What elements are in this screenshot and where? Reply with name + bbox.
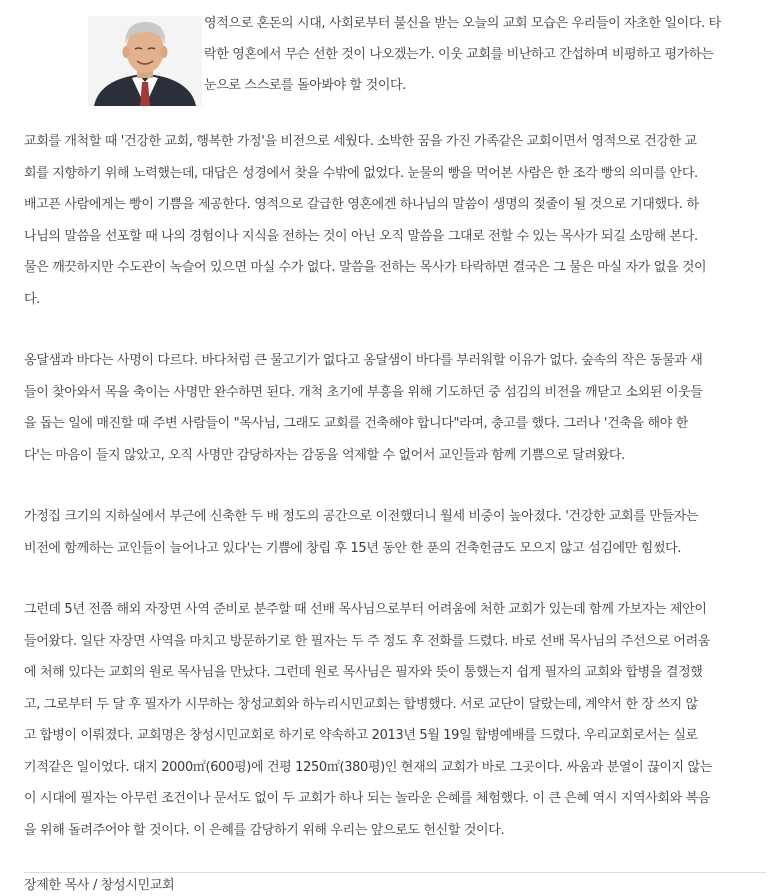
paragraph-merger xyxy=(24,594,766,846)
paragraph-line: 을 위해 돌려주어야 할 것이다. 이 은혜를 감당하기 위해 우리는 앞으로도 헌신할 것이다. xyxy=(24,822,505,838)
paragraph-line: 그런데 5년 전쯤 해외 자장면 사역 준비로 분주할 때 선배 목사님으로부터 어려움에 처한 교회가 있는데 함께 가보자는 제안이 xyxy=(24,602,707,617)
article-body xyxy=(24,8,766,896)
author-portrait xyxy=(88,16,202,106)
intro-text xyxy=(204,8,766,101)
author-byline: 장제한 목사 / 창성시민교회 xyxy=(24,878,175,893)
paragraph-line: 비전에 함께하는 교인들이 늘어나고 있다'는 기쁨에 창립 후 15년 동안 한 푼의 건축헌금도 모으지 않고 섬김에만 힘썼다. xyxy=(24,540,682,556)
paragraph-line: 가정집 크기의 지하실에서 부근에 신축한 두 배 정도의 공간으로 이전했더니 월세 비중이 높아졌다. '건강한 교회를 만들자는 xyxy=(24,509,699,524)
paragraph-line: 들어왔다. 일단 자장면 사역을 마치고 방문하기로 한 필자는 두 주 정도 후 전화를 드렸다. 바로 선배 목사님의 주선으로 어려움 xyxy=(24,633,711,649)
intro-line: 락한 영혼에서 무슨 선한 것이 나오겠는가. 이웃 교회를 비난하고 간섭하며 비평하고 평가하는 xyxy=(204,47,714,62)
paragraph-line: 고, 그로부터 두 달 후 필자가 시무하는 창성교회와 하누리시민교회는 합병했다. 서로 교단이 달랐는데, 계약서 한 장 쓰지 않 xyxy=(24,696,698,712)
paragraph-line: 다'는 마음이 들지 않았고, 오직 사명만 감당하자는 감동을 억제할 수 없어서 교인들과 함께 기쁨으로 달려왔다. xyxy=(24,447,625,463)
paragraph-vision xyxy=(24,126,766,315)
paragraph-line: 다. xyxy=(24,291,40,307)
paragraph-line: 기적같은 일이었다. 대지 2000㎡(600평)에 건평 1250㎡(380평)인 현재의 교회가 바로 그곳이다. 싸움과 분열이 끊이지 않는 xyxy=(24,759,712,775)
paragraph-line: 고 합병이 이뤄졌다. 교회명은 창성시민교회로 하기로 약속하고 2013년 5월 19일 합병예배를 드렸다. 우리교회로서는 실로 xyxy=(24,728,698,743)
intro-line: 영적으로 혼돈의 시대, 사회로부터 불신을 받는 오늘의 교회 모습은 우리들이 자초한 일이다. 타 xyxy=(204,16,721,31)
paragraph-line: 을 돕는 일에 매진할 때 주변 사람들이 "목사님, 그래도 교회를 건축해야 합니다"라며, 충고를 했다. 그러나 '건축을 해야 한 xyxy=(24,416,688,431)
paragraph-line: 배고픈 사람에게는 빵이 기쁨을 제공한다. 영적으로 갈급한 영혼에겐 하나님의 말씀이 생명의 젖줄이 될 것으로 기대했다. 하 xyxy=(24,197,699,212)
paragraph-line: 회를 지향하기 위해 노력했는데, 대답은 성경에서 찾을 수밖에 없었다. 눈물의 빵을 먹어본 사람은 한 조각 빵의 의미를 안다. xyxy=(24,165,698,181)
paragraph-relocation xyxy=(24,501,766,564)
bottom-divider xyxy=(24,872,766,873)
paragraph-line: 들이 찾아와서 목을 축이는 사명만 완수하면 된다. 개척 초기에 부흥을 위해 기도하던 중 섬김의 비전을 깨닫고 소외된 이웃들 xyxy=(24,384,703,400)
intro-line: 눈으로 스스로를 돌아봐야 할 것이다. xyxy=(204,78,407,93)
paragraph-mission xyxy=(24,345,766,471)
paragraph-line: 물은 깨끗하지만 수도관이 녹슬어 있으면 마실 수가 없다. 말씀을 전하는 목사가 타락하면 결국은 그 물은 마실 자가 없을 것이 xyxy=(24,260,707,275)
paragraph-line: 이 시대에 필자는 아무런 조건이나 문서도 없이 두 교회가 하나 되는 놀라운 은혜를 체험했다. 이 큰 은혜 역시 지역사회와 복음 xyxy=(24,791,711,806)
paragraph-line: 나님의 말씀을 선포할 때 나의 경험이나 지식을 전하는 것이 아닌 오직 말씀을 그대로 전할 수 있는 목사가 되길 소망해 본다. xyxy=(24,228,698,244)
article-intro xyxy=(24,8,766,104)
paragraph-line: 옹달샘과 바다는 사명이 다르다. 바다처럼 큰 물고기가 없다고 옹달샘이 바다를 부러워할 이유가 없다. 숲속의 작은 동물과 새 xyxy=(24,353,703,368)
paragraph-line: 교회를 개척할 때 '건강한 교회, 행복한 가정'을 비전으로 세웠다. 소박한 꿈을 가진 가족같은 교회이면서 영적으로 건강한 교 xyxy=(24,134,697,149)
paragraph-line: 에 처해 있다는 교회의 원로 목사님을 만났다. 그런데 원로 목사님은 필자와 뜻이 통했는지 쉽게 필자의 교회와 합병을 결정했 xyxy=(24,665,703,680)
